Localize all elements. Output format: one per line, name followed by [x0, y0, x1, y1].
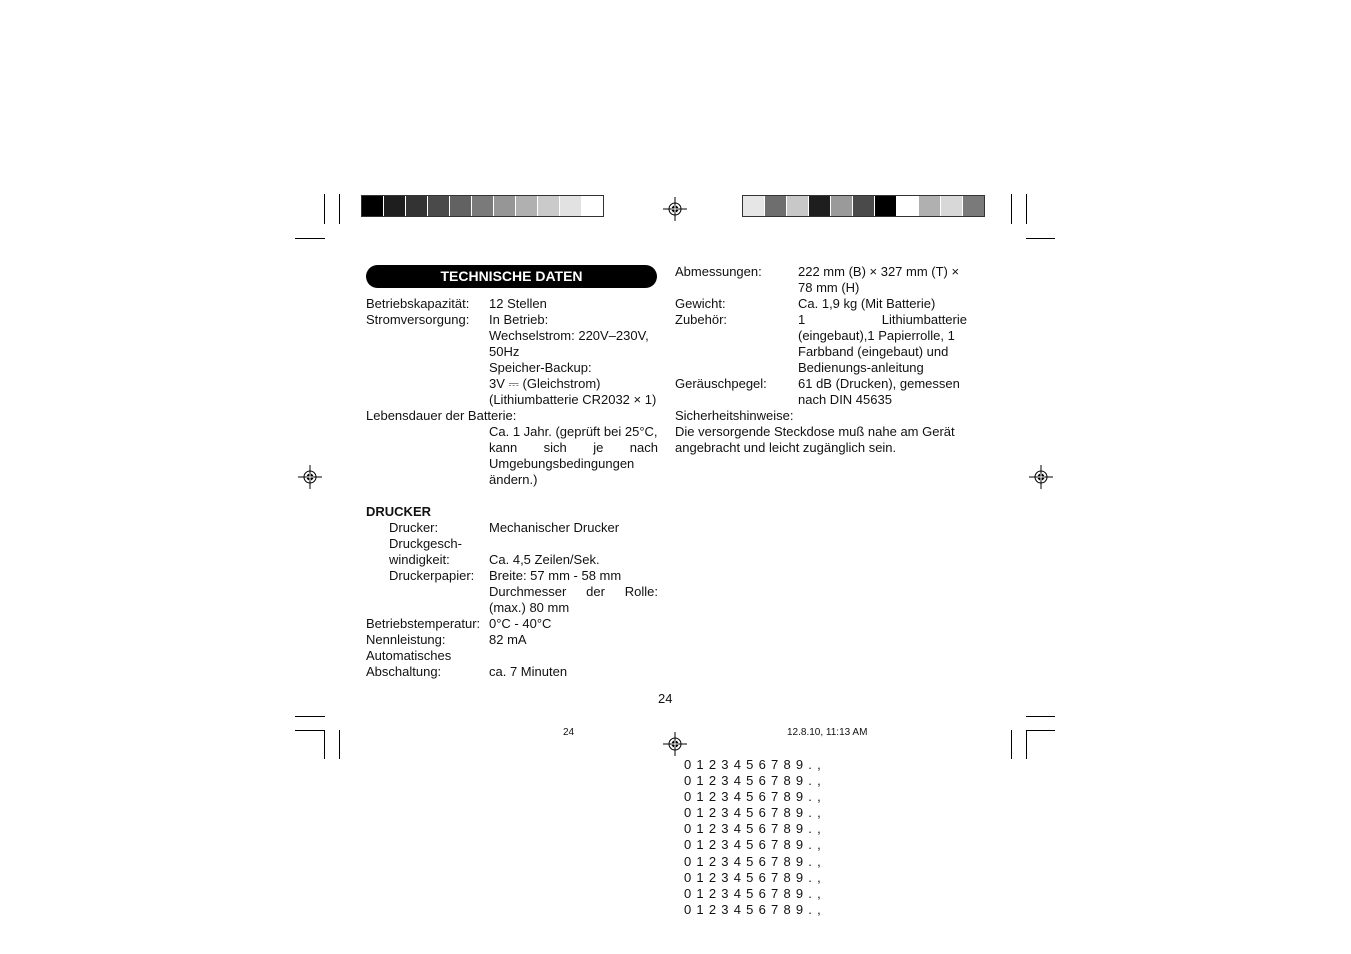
spec-label: Zubehör: — [675, 312, 728, 327]
spec-value: ca. 7 Minuten — [489, 664, 568, 679]
color-swatch — [582, 196, 603, 216]
crop-mark — [1026, 194, 1027, 224]
crop-mark — [324, 194, 325, 224]
digit-test-line: 0123456789., — [684, 870, 826, 885]
spec-value-line: Ca. 1 Jahr. (geprüft bei 25°C, — [489, 424, 658, 439]
digit-test-line: 0123456789., — [684, 757, 826, 772]
spec-value-line: 78 mm (H) — [798, 280, 860, 295]
digit-test-line: 0123456789., — [684, 902, 826, 917]
spec-label: Automatisches — [366, 648, 452, 663]
color-swatch — [560, 196, 582, 216]
spec-value-line: Farbband (eingebaut) und — [798, 344, 949, 359]
spec-value: Mechanischer Drucker — [489, 520, 620, 535]
spec-label: Druckgesch- — [389, 536, 462, 551]
spec-label: Geräuschpegel: — [675, 376, 767, 391]
spec-value-line: kann sich je nach — [489, 440, 658, 455]
spec-label: windigkeit: — [389, 552, 450, 567]
color-swatch — [743, 196, 765, 216]
color-swatch — [516, 196, 538, 216]
spec-value-line: nach DIN 45635 — [798, 392, 892, 407]
spec-value-line: Umgebungsbedingungen — [489, 456, 635, 471]
subsection-heading: DRUCKER — [366, 504, 431, 519]
color-swatch — [384, 196, 406, 216]
spec-value-line: (eingebaut),1 Papierrolle, 1 — [798, 328, 955, 343]
color-swatch — [494, 196, 516, 216]
spec-value-line: 222 mm (B) × 327 mm (T) × — [798, 264, 960, 279]
spec-label: Druckerpapier: — [389, 568, 475, 583]
registration-mark-icon — [663, 732, 687, 756]
digit-test-line: 0123456789., — [684, 886, 826, 901]
spec-value-line: 61 dB (Drucken), gemessen — [798, 376, 960, 391]
color-swatch — [472, 196, 494, 216]
crop-mark — [295, 730, 325, 731]
color-swatch — [406, 196, 428, 216]
spec-value: Ca. 1,9 kg (Mit Batterie) — [798, 296, 936, 311]
safety-text-line: angebracht und leicht zugänglich sein. — [675, 440, 897, 455]
spec-value: 0°C - 40°C — [489, 616, 552, 631]
crop-mark — [339, 194, 340, 224]
color-swatch — [428, 196, 450, 216]
crop-mark — [1011, 194, 1012, 224]
spec-value-line: 50Hz — [489, 344, 520, 359]
digit-test-line: 0123456789., — [684, 837, 826, 852]
spec-value: In Betrieb: — [489, 312, 549, 327]
crop-mark — [1026, 730, 1055, 731]
registration-mark-icon — [1029, 465, 1053, 489]
digit-test-line: 0123456789., — [684, 789, 826, 804]
spec-value-line: ändern.) — [489, 472, 538, 487]
crop-mark — [295, 238, 325, 239]
registration-mark-icon — [663, 197, 687, 221]
color-calibration-bar-right — [742, 195, 985, 217]
spec-label: Betriebskapazität: — [366, 296, 470, 311]
spec-value-line: (Lithiumbatterie CR2032 × 1) — [489, 392, 657, 407]
spec-label: Stromversorgung: — [366, 312, 470, 327]
color-swatch — [963, 196, 984, 216]
spec-value-line: 1 Lithiumbatterie — [798, 312, 967, 327]
color-swatch — [809, 196, 831, 216]
page-number: 24 — [658, 691, 673, 706]
section-heading: TECHNISCHE DATEN — [366, 265, 657, 288]
crop-mark — [339, 730, 340, 759]
crop-mark — [1026, 238, 1055, 239]
digit-test-line: 0123456789., — [684, 854, 826, 869]
color-swatch — [919, 196, 941, 216]
spec-label: Abschaltung: — [366, 664, 442, 679]
spec-label: Nennleistung: — [366, 632, 446, 647]
digit-test-line: 0123456789., — [684, 773, 826, 788]
color-swatch — [875, 196, 897, 216]
digit-test-line: 0123456789., — [684, 821, 826, 836]
color-swatch — [765, 196, 787, 216]
spec-value: Breite: 57 mm - 58 mm — [489, 568, 622, 583]
spec-label: Drucker: — [389, 520, 439, 535]
color-swatch — [787, 196, 809, 216]
spec-value-line: Durchmesser der Rolle: — [489, 584, 658, 599]
safety-text-line: Die versorgende Steckdose muß nahe am Gerät — [675, 424, 955, 439]
crop-mark — [1026, 716, 1055, 717]
spec-value-line: (max.) 80 mm — [489, 600, 570, 615]
spec-label: Gewicht: — [675, 296, 726, 311]
footer-page: 24 — [563, 727, 575, 738]
safety-title: Sicherheitshinweise: — [675, 408, 794, 423]
digit-test-line: 0123456789., — [684, 805, 826, 820]
footer-timestamp: 12.8.10, 11:13 AM — [787, 727, 868, 738]
crop-mark — [324, 730, 325, 759]
spec-value-line: Speicher-Backup: — [489, 360, 592, 375]
color-swatch — [450, 196, 472, 216]
color-swatch — [941, 196, 963, 216]
spec-label: Betriebstemperatur: — [366, 616, 481, 631]
color-swatch — [538, 196, 560, 216]
registration-mark-icon — [298, 465, 322, 489]
color-swatch — [853, 196, 875, 216]
color-swatch — [897, 196, 919, 216]
color-swatch — [362, 196, 384, 216]
spec-value: 12 Stellen — [489, 296, 547, 311]
crop-mark — [1011, 730, 1012, 759]
crop-mark — [1026, 730, 1027, 759]
crop-mark — [295, 716, 325, 717]
spec-value-line: Bedienungs-anleitung — [798, 360, 924, 375]
spec-value-line: Wechselstrom: 220V–230V, — [489, 328, 649, 343]
spec-value-line: 3V ⎓ (Gleichstrom) — [489, 376, 601, 391]
spec-value: 82 mA — [489, 632, 527, 647]
color-calibration-bar-left — [361, 195, 604, 217]
color-swatch — [831, 196, 853, 216]
spec-value: Ca. 4,5 Zeilen/Sek. — [489, 552, 600, 567]
spec-label: Lebensdauer der Batterie: — [366, 408, 517, 423]
spec-label: Abmessungen: — [675, 264, 762, 279]
